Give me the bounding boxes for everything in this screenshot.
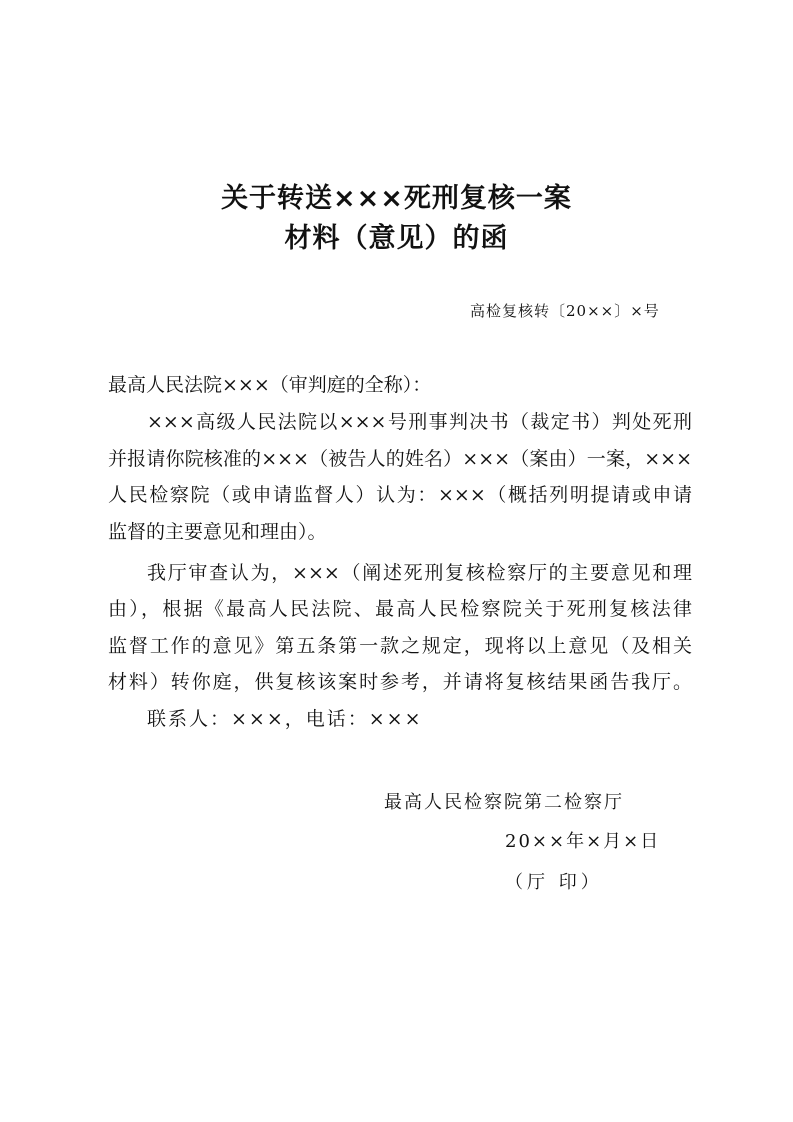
paragraph-1-line: 人民检察院（或申请监督人）认为：×××（概括列明提请或申请	[108, 484, 692, 506]
addressee: 最高人民法院×××（审判庭的全称）：	[108, 374, 432, 396]
document-number: 高检复核转〔20××〕×号	[470, 302, 660, 320]
paragraph-2-line: 材料）转你庭，供复核该案时参考，并请将复核结果函告我厅。	[108, 671, 692, 693]
signature-seal: （厅 印）	[505, 872, 603, 893]
paragraph-2-line: 我厅审查认为，×××（阐述死刑复核检察厅的主要意见和理	[147, 562, 692, 584]
paragraph-2-line: 监督工作的意见》第五条第一款之规定，现将以上意见（及相关	[108, 635, 692, 657]
signature-organization: 最高人民检察院第二检察厅	[384, 792, 624, 813]
paragraph-1-line: 监督的主要意见和理由）。	[108, 521, 327, 543]
title-line-2: 材料（意见）的函	[284, 223, 509, 254]
paragraph-1-line: 并报请你院核准的×××（被告人的姓名）×××（案由）一案，×××	[108, 448, 692, 470]
signature-date: 20××年×月×日	[505, 831, 661, 852]
paragraph-2-line: 由），根据《最高人民法院、最高人民检察院关于死刑复核法律	[108, 598, 692, 620]
paragraph-1-line: ×××高级人民法院以×××号刑事判决书（裁定书）判处死刑	[147, 411, 692, 433]
title-line-1: 关于转送×××死刑复核一案	[221, 183, 572, 214]
contact-line: 联系人：×××，电话：×××	[147, 708, 423, 730]
